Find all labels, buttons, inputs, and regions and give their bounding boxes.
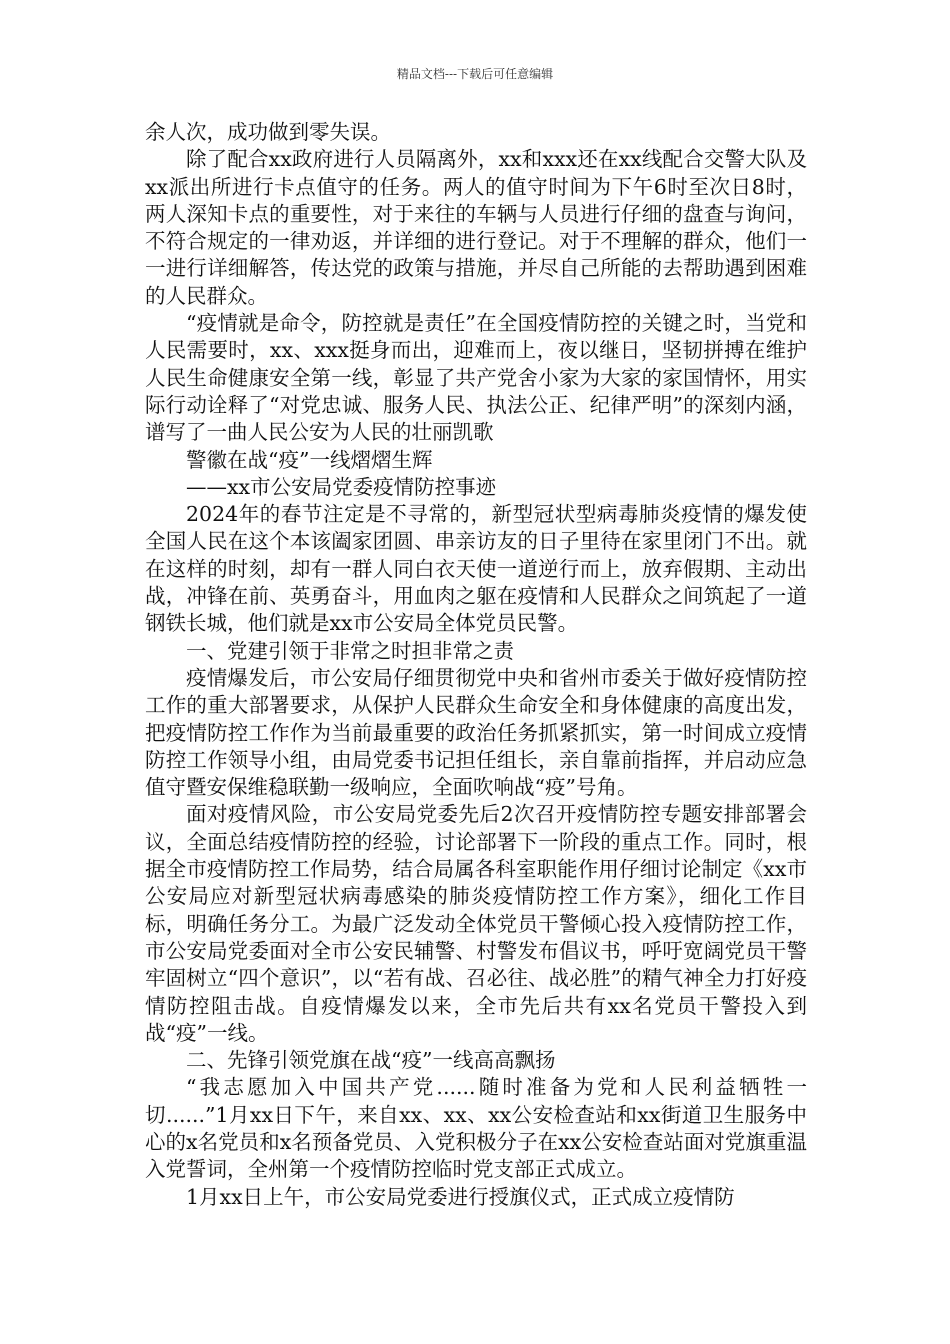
paragraph: 除了配合xx政府进行人员隔离外，xx和xxx还在xx线配合交警大队及xx派出所进行卡点值守的任务。两人的值守时间为下午6时至次日8时，两人深知卡点的重要性，对于来往的车辆与人员进行仔细的盘查与询问，不符合规定的一律劝返，并详细的进行登记。对于不理解的群众，他们一一进行详细解答，传达党的政策与措施，并尽自己所能的去帮助遇到困难的人民群众。 — [145, 147, 807, 308]
paragraph: “疫情就是命令，防控就是责任”在全国疫情防控的关键之时，当党和人民需要时，xx、xxx挺身而出，迎难而上，夜以继日，坚韧拼搏在维护人民生命健康安全第一线，彰显了共产党舍小家为大家的家国情怀，用实际行动诠释了“对党忠诚、服务人民、执法公正、纪律严明”的深刻内涵，谱写了一曲人民公安为人民的壮丽凯歌 — [145, 311, 807, 445]
paragraph: ——xx市公安局党委疫情防控事迹 — [186, 474, 497, 499]
paragraph: 2024年的春节注定是不寻常的，新型冠状型病毒肺炎疫情的爆发使全国人民在这个本该阖家团圆、串亲访友的日子里待在家里闭门不出。就在这样的时刻，却有一群人同白衣天使一道逆行而上，放弃假期、主动出战，冲锋在前、英勇奋斗，用血肉之躯在疫情和人民群众之间筑起了一道钢铁长城，他们就是xx市公安局全体党员民警。 — [145, 502, 807, 636]
paragraph: 1月xx日上午，市公安局党委进行授旗仪式，正式成立疫情防 — [186, 1184, 735, 1209]
paragraph: 二、先锋引领党旗在战“疫”一线高高飘扬 — [186, 1048, 556, 1073]
document-body — [145, 119, 807, 1211]
paragraph: 警徽在战“疫”一线熠熠生辉 — [186, 447, 433, 472]
paragraph: 面对疫情风险，市公安局党委先后2次召开疫情防控专题安排部署会议，全面总结疫情防控的经验，讨论部署下一阶段的重点工作。同时，根据全市疫情防控工作局势，结合局属各科室职能作用仔细讨论制定《xx市公安局应对新型冠状病毒感染的肺炎疫情防控工作方案》，细化工作目标，明确任务分工。为最广泛发动全体党员干警倾心投入疫情防控工作，市公安局党委面对全市公安民辅警、村警发布倡议书，呼吁宽阔党员干警牢固树立“四个意识”，以“若有战、召必往、战必胜”的精气神全力打好疫情防控阻击战。自疫情爆发以来，全市先后共有xx名党员干警投入到战“疫”一线。 — [145, 802, 807, 1045]
paragraph: “我志愿加入中国共产党......随时准备为党和人民利益牺牲一切......”1月xx日下午，来自xx、xx、xx公安检查站和xx街道卫生服务中心的x名党员和x名预备党员、入党积极分子在xx公安检查站面对党旗重温入党誓词，全州第一个疫情防控临时党支部正式成立。 — [145, 1075, 807, 1182]
paragraph: 疫情爆发后，市公安局仔细贯彻党中央和省州市委关于做好疫情防控工作的重大部署要求，从保护人民群众生命安全和身体健康的高度出发，把疫情防控工作作为当前最重要的政治任务抓紧抓实，第一时间成立疫情防控工作领导小组，由局党委书记担任组长，亲自靠前指挥，并启动应急值守暨安保维稳联勤一级响应，全面吹响战“疫”号角。 — [145, 665, 807, 800]
paragraph: 余人次，成功做到零失误。 — [145, 120, 391, 144]
page-header: 精品文档---下载后可任意编辑 — [396, 67, 554, 81]
paragraph: 一、党建引领于非常之时担非常之责 — [186, 638, 514, 663]
